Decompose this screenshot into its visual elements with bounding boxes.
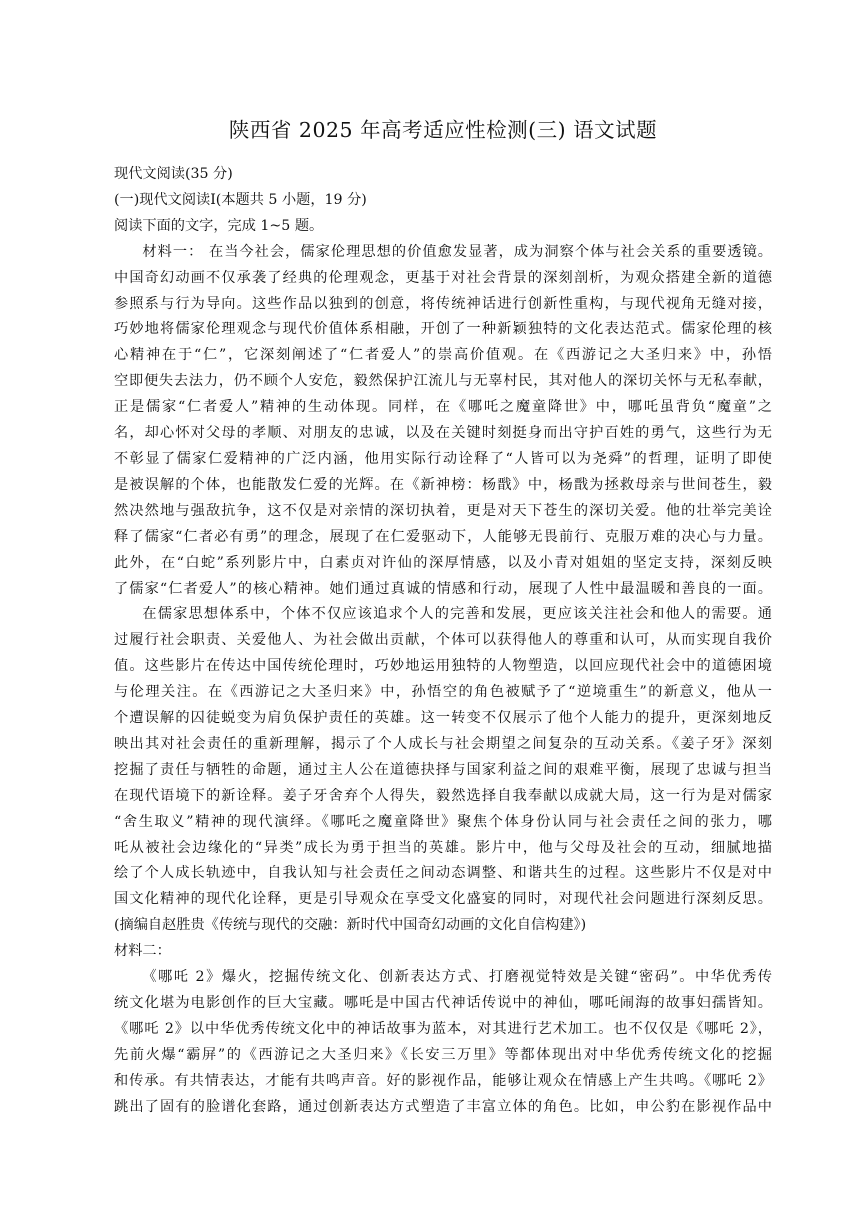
text-line: 在现代语境下的新诠释。姜子牙舍弃个人得失，毅然选择自我奉献以成就大局，这一行为是对儒家 — [114, 787, 772, 804]
text-line: 值。这些影片在传达中国传统伦理时，巧妙地运用独特的人物塑造，以回应现代社会中的道德困境 — [114, 658, 772, 675]
text-line: 名，却心怀对父母的孝顺、对朋友的忠诚，以及在关键时刻挺身而出守护百姓的勇气，这些行为无 — [114, 425, 772, 442]
material2-label: 材料二： — [114, 943, 171, 960]
text-line: 在儒家思想体系中，个体不仅应该追求个人的完善和发展，更应该关注社会和他人的需要。通 — [142, 606, 772, 623]
text-line: 是被误解的个体，也能散发仁爱的光辉。在《新神榜：杨戬》中，杨戬为拯救母亲与世间苍生，毅 — [114, 476, 772, 493]
text-line: 跳出了固有的脸谱化套路，通过创新表达方式塑造了丰富立体的角色。比如，申公豹在影视作品中 — [114, 1098, 772, 1115]
text-line: 空即便失去法力，仍不顾个人安危，毅然保护江流儿与无辜村民，其对他人的深切关怀与无私奉献， — [114, 373, 772, 390]
text-line: 心精神在于“仁”，它深刻阐述了“仁者爱人”的崇高价值观。在《西游记之大圣归来》中，孙悟 — [114, 347, 772, 364]
text-line: 了儒家“仁者爱人”的核心精神。她们通过真诚的情感和行动，展现了人性中最温暖和善良的一面。 — [114, 580, 772, 597]
material2-paragraph1 — [114, 965, 772, 1120]
subsection-heading: (一)现代文阅读Ⅰ(本题共 5 小题，19 分) — [114, 191, 367, 208]
text-line: 国文化精神的现代化诠释，更是引导观众在享受文化盛宴的同时，对现代社会问题进行深刻反思。 — [114, 891, 772, 908]
text-line: 绘了个人成长轨迹中，自我认知与社会责任之间动态调整、和谐共生的过程。这些影片不仅是对中 — [114, 865, 772, 882]
text-line: “舍生取义”精神的现代演绎。《哪吒之魔童降世》聚焦个体身份认同与社会责任之间的张力，哪 — [114, 813, 772, 830]
text-line: 正是儒家“仁者爱人”精神的生动体现。同样，在《哪吒之魔童降世》中，哪吒虽背负“魔童”之 — [114, 399, 772, 416]
material1-source: (摘编自赵胜贵《传统与现代的交融：新时代中国奇幻动画的文化自信构建》) — [114, 917, 587, 934]
text-line: 巧妙地将儒家伦理观念与现代价值体系相融，开创了一种新颖独特的文化表达范式。儒家伦理的核 — [114, 321, 772, 338]
text-line: 统文化堪为电影创作的巨大宝藏。哪吒是中国古代神话传说中的神仙，哪吒闹海的故事妇孺皆知。 — [114, 995, 772, 1011]
section-heading: 现代文阅读(35 分) — [114, 166, 233, 182]
document-title: 陕西省 2025 年高考适应性检测(三) 语文试题 — [228, 118, 658, 142]
text-line: 《哪吒 2》以中华优秀传统文化中的神话故事为蓝本，对其进行艺术加工。也不仅仅是《哪吒 2》， — [114, 1020, 772, 1037]
text-line: 中国奇幻动画不仅承袭了经典的伦理观念，更基于对社会背景的深刻剖析，为观众搭建全新的道德 — [114, 269, 772, 286]
text-line: 然决然地与强敌抗争，这不仅是对亲情的深切执着，更是对天下苍生的深切关爱。他的壮举完美诠 — [114, 502, 772, 519]
text-line: 《哪吒 2》爆火，挖掘传统文化、创新表达方式、打磨视觉特效是关键“密码”。中华优秀传 — [142, 969, 772, 986]
text-line: 与伦理关注。在《西游记之大圣归来》中，孙悟空的角色被赋予了“逆境重生”的新意义，他从一 — [114, 684, 772, 701]
text-line: 不彰显了儒家仁爱精神的广泛内涵，他用实际行动诠释了“人皆可以为尧舜”的哲理，证明了即使 — [114, 450, 772, 467]
text-line: 材料一： 在当今社会，儒家伦理思想的价值愈发显著，成为洞察个体与社会关系的重要透镜。 — [142, 243, 772, 260]
text-line: 和传承。有共情表达，才能有共鸣声音。好的影视作品，能够让观众在情感上产生共鸣。《哪吒 2》 — [114, 1072, 772, 1089]
text-line: 映出其对社会责任的重新理解，揭示了个人成长与社会期望之间复杂的互动关系。《姜子牙》深刻 — [114, 735, 772, 752]
text-line: 此外，在“白蛇”系列影片中，白素贞对许仙的深厚情感，以及小青对姐姐的坚定支持，深刻反映 — [114, 554, 772, 571]
text-line: 挖掘了责任与牺牲的命题，通过主人公在道德抉择与国家利益之间的艰难平衡，展现了忠诚与担当 — [114, 761, 772, 778]
material1-paragraph1 — [114, 240, 772, 603]
text-line: 吒从被社会边缘化的“异类”成长为勇于担当的英雄。影片中，他与父母及社会的互动，细腻地描 — [114, 839, 772, 856]
text-line: 个遭误解的囚徒蜕变为肩负保护责任的英雄。这一转变不仅展示了他个人能力的提升，更深刻地反 — [114, 710, 772, 727]
text-line: 释了儒家“仁者必有勇”的理念，展现了在仁爱驱动下，人能够无畏前行、克服万难的决心与力量。 — [114, 528, 772, 545]
text-line: 过履行社会职责、关爱他人、为社会做出贡献，个体可以获得他人的尊重和认可，从而实现自我价 — [114, 632, 772, 649]
text-line: 参照系与行为导向。这些作品以独到的创意，将传统神话进行创新性重构，与现代视角无缝对接， — [114, 295, 772, 312]
material1-paragraph2 — [114, 602, 772, 913]
instruction-text: 阅读下面的文字，完成 1~5 题。 — [114, 217, 324, 234]
text-line: 先前火爆“霸屏”的《西游记之大圣归来》《长安三万里》等都体现出对中华优秀传统文化的挖掘 — [114, 1046, 772, 1063]
